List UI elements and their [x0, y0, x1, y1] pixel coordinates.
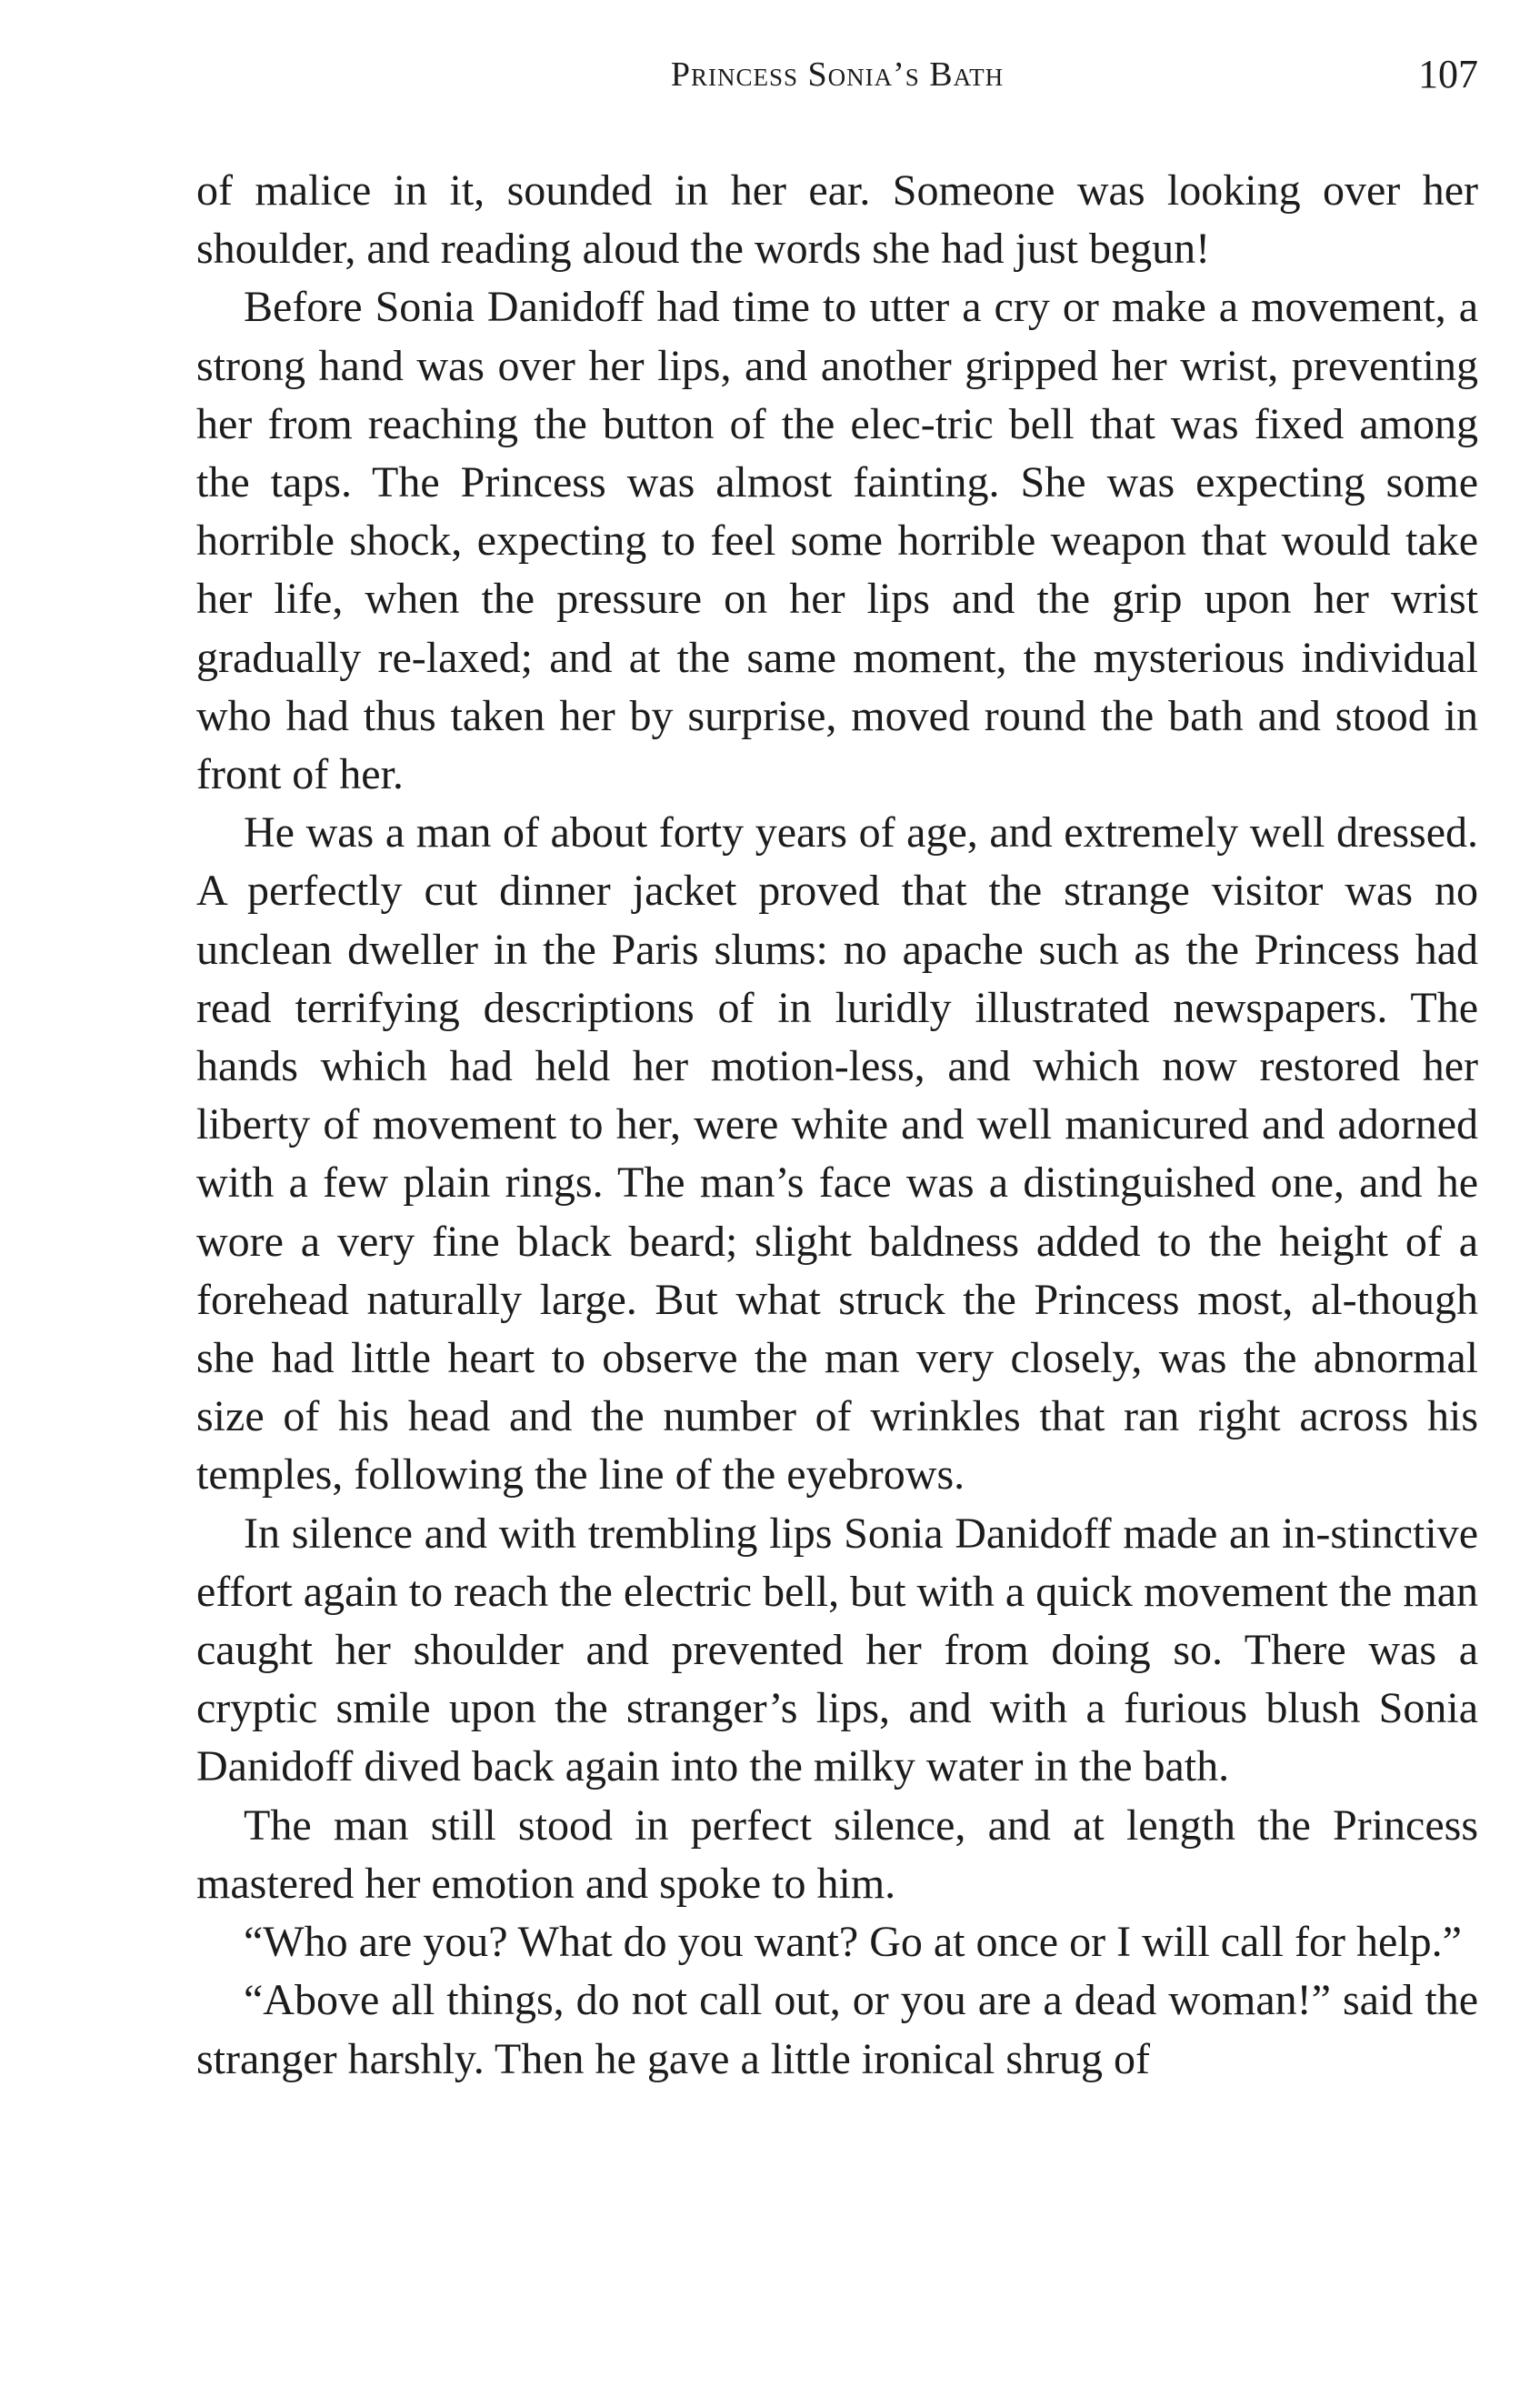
- paragraph: The man still stood in perfect silence, and at length the Princess mastered her emotion and spoke to him.: [196, 1800, 1478, 1908]
- paragraph-continued: of malice in it, sounded in her ear. Someone was looking over her shoulder, and reading aloud the words she had just begun!: [196, 166, 1478, 274]
- page-number: 107: [1418, 52, 1478, 96]
- chapter-title: Princess Sonia’s Bath: [670, 55, 1005, 94]
- paragraph: Before Sonia Danidoff had time to utter a cry or make a movement, a strong hand was over her lips, and another gripped her wrist, preventing her from reaching the button of the elec-tric bell that was fixed among the taps. The Princess was almost fainting. She was expecting some horrible shock, expecting to feel some horrible weapon that would take her life, when the pressure on her lips and the grip upon her wrist gradually re-laxed; and at the same moment, the mysterious individual who had thus taken her by surprise, moved round the bath and stood in front of her.: [196, 283, 1478, 799]
- paragraph: He was a man of about forty years of age, and extremely well dressed. A perfectly cut dinner jacket proved that the strange visitor was no unclean dweller in the Paris slums: no apache such as the Princess had read terrifying descriptions of in luridly illustrated newspapers. The hands which had held her motion-less, and which now restored her liberty of movement to her, were white and well manicured and adorned with a few plain rings. The man’s face was a distinguished one, and he wore a very fine black beard; slight baldness added to the height of a forehead naturally large. But what struck the Princess most, al-though she had little heart to observe the man very closely, was the abnormal size of his head and the number of wrinkles that ran right across his temples, following the line of the eyebrows.: [196, 808, 1478, 1499]
- body-text: [196, 162, 1478, 2089]
- paragraph: “Who are you? What do you want? Go at once or I will call for help.”: [244, 1918, 1462, 1967]
- paragraph: “Above all things, do not call out, or you are a dead woman!” said the stranger harshly. Then he gave a little ironical shrug of: [196, 1976, 1478, 2083]
- paragraph: In silence and with trembling lips Sonia Danidoff made an in-stinctive effort again to reach the electric bell, but with a quick movement the man caught her shoulder and prevented her from doing so. There was a cryptic smile upon the stranger’s lips, and with a furious blush Sonia Danidoff dived back again into the milky water in the bath.: [196, 1509, 1478, 1791]
- running-header: [196, 47, 1478, 102]
